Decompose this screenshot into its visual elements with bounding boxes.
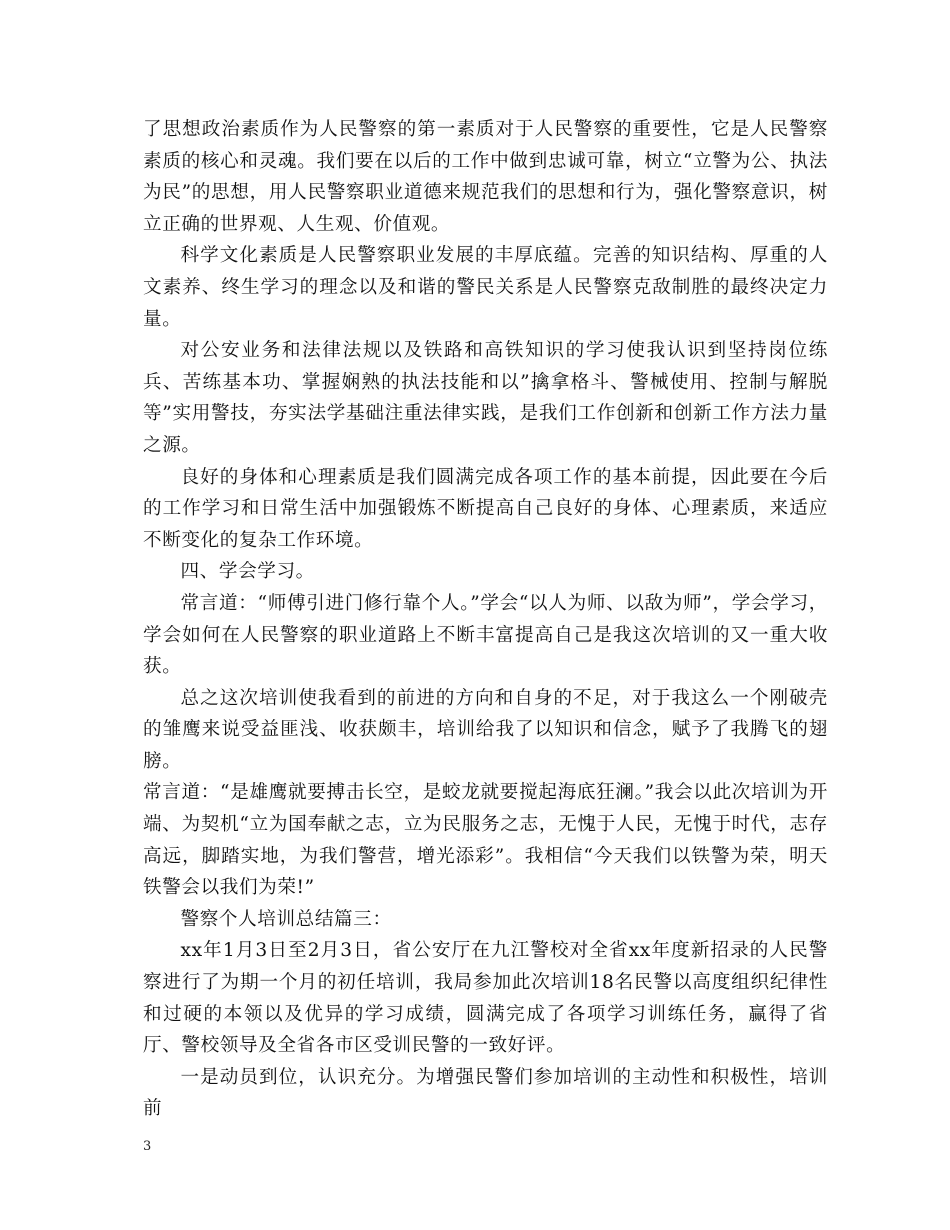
section-heading: 警察个人培训总结篇三： — [180, 908, 392, 930]
paragraph: 一是动员到位，认识充分。为增强民警们参加培训的主动性和积极性，培训前 — [143, 1066, 828, 1120]
paragraph: 常言道：“是雄鹰就要搏击长空，是蛟龙就要搅起海底狂澜。”我会以此次培训为开端、为契机“立为国奉献之志，立为民服务之志，无愧于人民，无愧于时代，志存高远，脚踏实地，为我们警营，增光添彩”。我相信“今天我们以铁警为荣，明天铁警会以我们为荣!” — [143, 782, 828, 899]
paragraph: 常言道：“师傅引进门修行靠个人。”学会“以人为师、以敌为师”，学会学习，学会如何在人民警察的职业道路上不断丰富提高自己是我这次培训的又一重大收获。 — [143, 592, 828, 678]
section-heading: 四、学会学习。 — [180, 561, 315, 583]
paragraph: 科学文化素质是人民警察职业发展的丰厚底蕴。完善的知识结构、厚重的人文素养、终生学习的理念以及和谐的警民关系是人民警察克敌制胜的最终决定力量。 — [143, 245, 828, 330]
paragraph: 总之这次培训使我看到的前进的方向和自身的不足，对于我这么一个刚破壳的雏鹰来说受益匪浅、收获颇丰，培训给我了以知识和信念，赋予了我腾飞的翅膀。 — [143, 687, 828, 772]
paragraph: 对公安业务和法律法规以及铁路和高铁知识的学习使我认识到坚持岗位练兵、苦练基本功、掌握娴熟的执法技能和以”擒拿格斗、警械使用、控制与解脱等”实用警技，夯实法学基础注重法律实践，是我们工作创新和创新工作方法力量之源。 — [143, 340, 828, 456]
document-body — [143, 114, 828, 1125]
paragraph: 了思想政治素质作为人民警察的第一素质对于人民警察的重要性，它是人民警察素质的核心和灵魂。我们要在以后的工作中做到忠诚可靠，树立“立警为公、执法为民”的思想，用人民警察职业道德来规范我们的思想和行为，强化警察意识，树立正确的世界观、人生观、价值观。 — [143, 119, 828, 235]
page-number: 3 — [143, 1139, 152, 1154]
paragraph: xx年1月3日至2月3日，省公安厅在九江警校对全省xx年度新招录的人民警察进行了为期一个月的初任培训，我局参加此次培训18名民警以高度组织纪律性和过硬的本领以及优异的学习成绩，圆满完成了各项学习训练任务，赢得了省厅、警校领导及全省各市区受训民警的一致好评。 — [143, 940, 828, 1057]
paragraph: 良好的身体和心理素质是我们圆满完成各项工作的基本前提，因此要在今后的工作学习和日常生活中加强锻炼不断提高自己良好的身体、心理素质，来适应不断变化的复杂工作环境。 — [143, 466, 828, 551]
